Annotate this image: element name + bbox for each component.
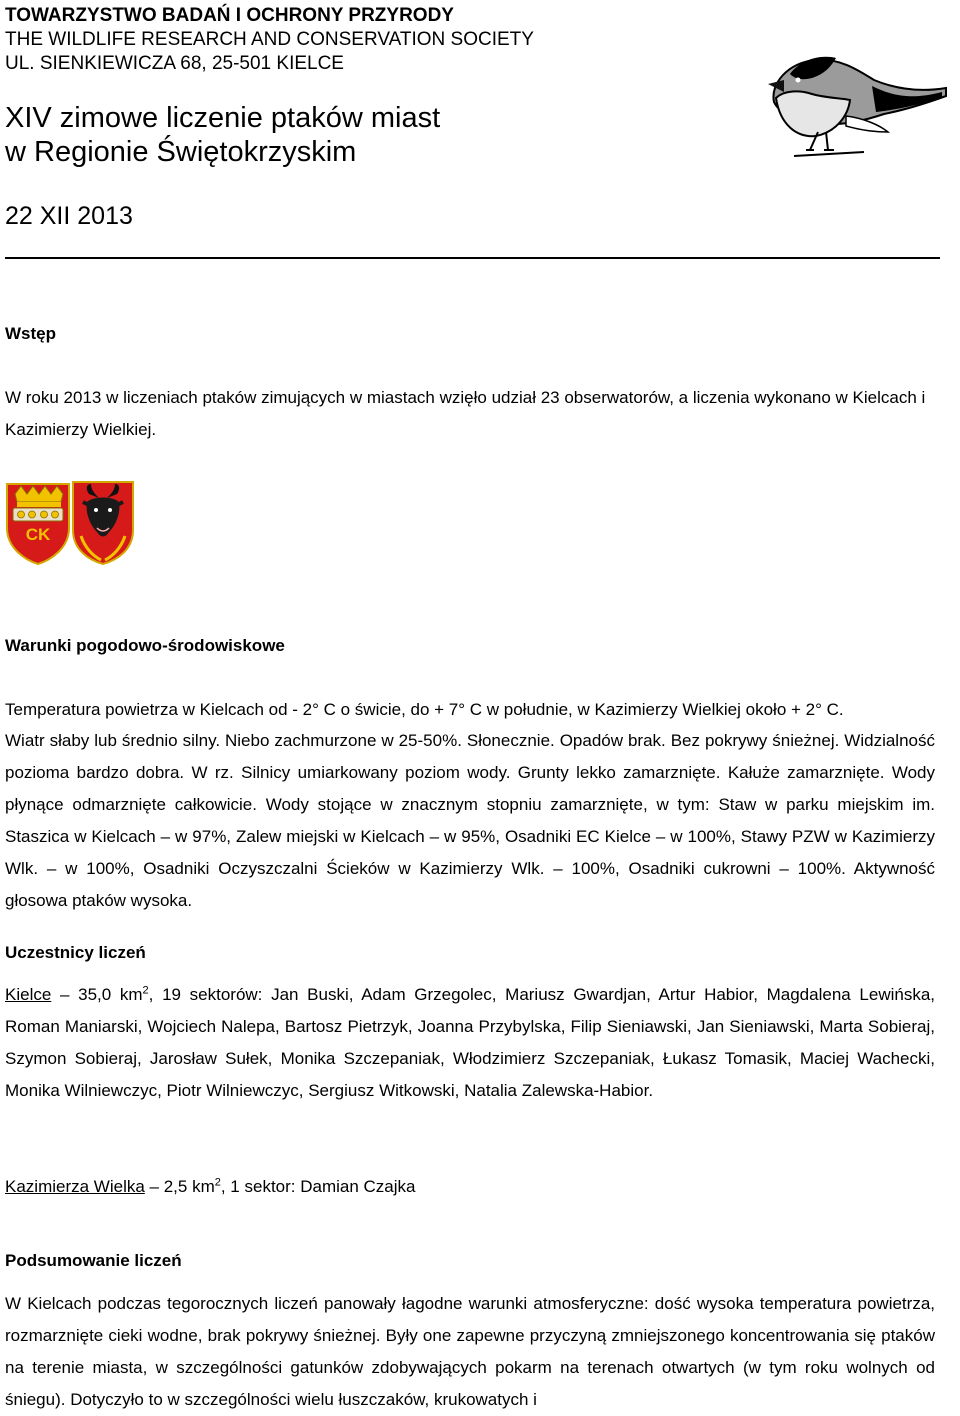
section-heading-participants: Uczestnicy liczeń — [5, 943, 146, 962]
section-heading-weather: Warunki pogodowo-środowiskowe — [5, 636, 285, 655]
kazimierza-coat-of-arms — [73, 482, 133, 564]
kielce-area-exponent: 2 — [142, 984, 149, 997]
bullfinch-illustration — [754, 40, 950, 162]
kazimierza-observers: , 1 sektor: Damian Czajka — [220, 1177, 416, 1196]
kazimierza-area: – 2,5 km — [144, 1177, 215, 1196]
kielce-crest-letters: CK — [25, 525, 51, 544]
summary-paragraph: W Kielcach podczas tegorocznych liczeń panowały łagodne warunki atmosferyczne: dość wysoka temperatura powietrza, rozmarznięte cieki wodne, brak pokrywy śnieżnej. Były one zapewne przyczyną zmniejszonego koncentrowania się ptaków na terenie miasta, w szczególności gatunków zdobywających pokarm na terenach otwartych (w tym roku wolnych od śniegu). Dotyczyło to w szczególności wielu łuszczaków, krukowatych i — [5, 1294, 935, 1409]
coats-of-arms — [5, 480, 135, 566]
weather-temperature-line: Temperatura powietrza w Kielcach od - 2° C o świcie, do + 7° C w południe, w Kazimierzy Wielkiej około + 2° C. — [5, 700, 844, 719]
section-heading-intro: Wstęp — [5, 324, 56, 343]
section-heading-summary: Podsumowanie liczeń — [5, 1251, 182, 1270]
event-date: 22 XII 2013 — [5, 202, 133, 230]
kielce-observers: , 19 sektorów: Jan Buski, Adam Grzegolec, Mariusz Gwardjan, Artur Habior, Magdalena Lewińska, Roman Maniarski, Wojciech Nalepa, Bartosz Pietrzyk, Joanna Przybylska, Filip Sieniawski, Jan Sieniawski, Marta Sobieraj, Szymon Sobieraj, Jarosław Sułek, Monika Szczepaniak, Włodzimierz Szczepaniak, Łukasz Tomasik, Maciej Wachecki, Monika Wilniewczyc, Piotr Wilniewczyc, Sergiusz Witkowski, Natalia Zalewska-Habior. — [5, 985, 935, 1100]
kielce-coat-of-arms — [7, 484, 69, 564]
participants-kazimierza-paragraph — [5, 1171, 935, 1203]
weather-paragraph: Wiatr słaby lub średnio silny. Niebo zachmurzone w 25-50%. Słonecznie. Opadów brak. Bez pokrywy śnieżnej. Widzialność pozioma bardzo dobra. W rz. Silnicy umiarkowany poziom wody. Grunty lekko zamarznięte. Kałuże zamarznięte. Wody płynące odmarznięte całkowicie. Wody stojące w znacznym stopniu zamarznięte, w tym: Staw w parku miejskim im. Staszica w Kielcach – w 97%, Zalew miejski w Kielcach – w 95%, Osadniki EC Kielce – w 100%, Stawy PZW w Kazimierzy Wlk. – w 100%, Osadniki Oczyszczalni Ścieków w Kazimierzy Wlk. – 100%, Osadniki cukrowni – 100%. Aktywność głosowa ptaków wysoka. — [5, 731, 935, 910]
title-line-1: XIV zimowe liczenie ptaków miast — [5, 102, 441, 134]
participants-kielce-paragraph — [5, 979, 935, 1107]
place-kazimierza-wielka: Kazimierza Wielka — [5, 1177, 145, 1196]
header-divider — [5, 257, 940, 259]
organization-name-pl: TOWARZYSTWO BADAŃ I OCHRONY PRZYRODY — [5, 5, 454, 26]
document-title — [5, 101, 440, 169]
place-kielce: Kielce — [5, 985, 52, 1004]
kielce-area: – 35,0 km — [51, 985, 143, 1004]
organization-address: UL. SIENKIEWICZA 68, 25-501 KIELCE — [5, 53, 344, 74]
kazimierza-area-exponent: 2 — [214, 1176, 221, 1189]
title-line-2: w Regionie Świętokrzyskim — [5, 136, 357, 168]
organization-name-en: THE WILDLIFE RESEARCH AND CONSERVATION SOCIETY — [5, 29, 534, 50]
intro-paragraph: W roku 2013 w liczeniach ptaków zimujących w miastach wzięło udział 23 obserwatorów, a liczenia wykonano w Kielcach i Kazimierzy Wielkiej. — [5, 388, 926, 439]
